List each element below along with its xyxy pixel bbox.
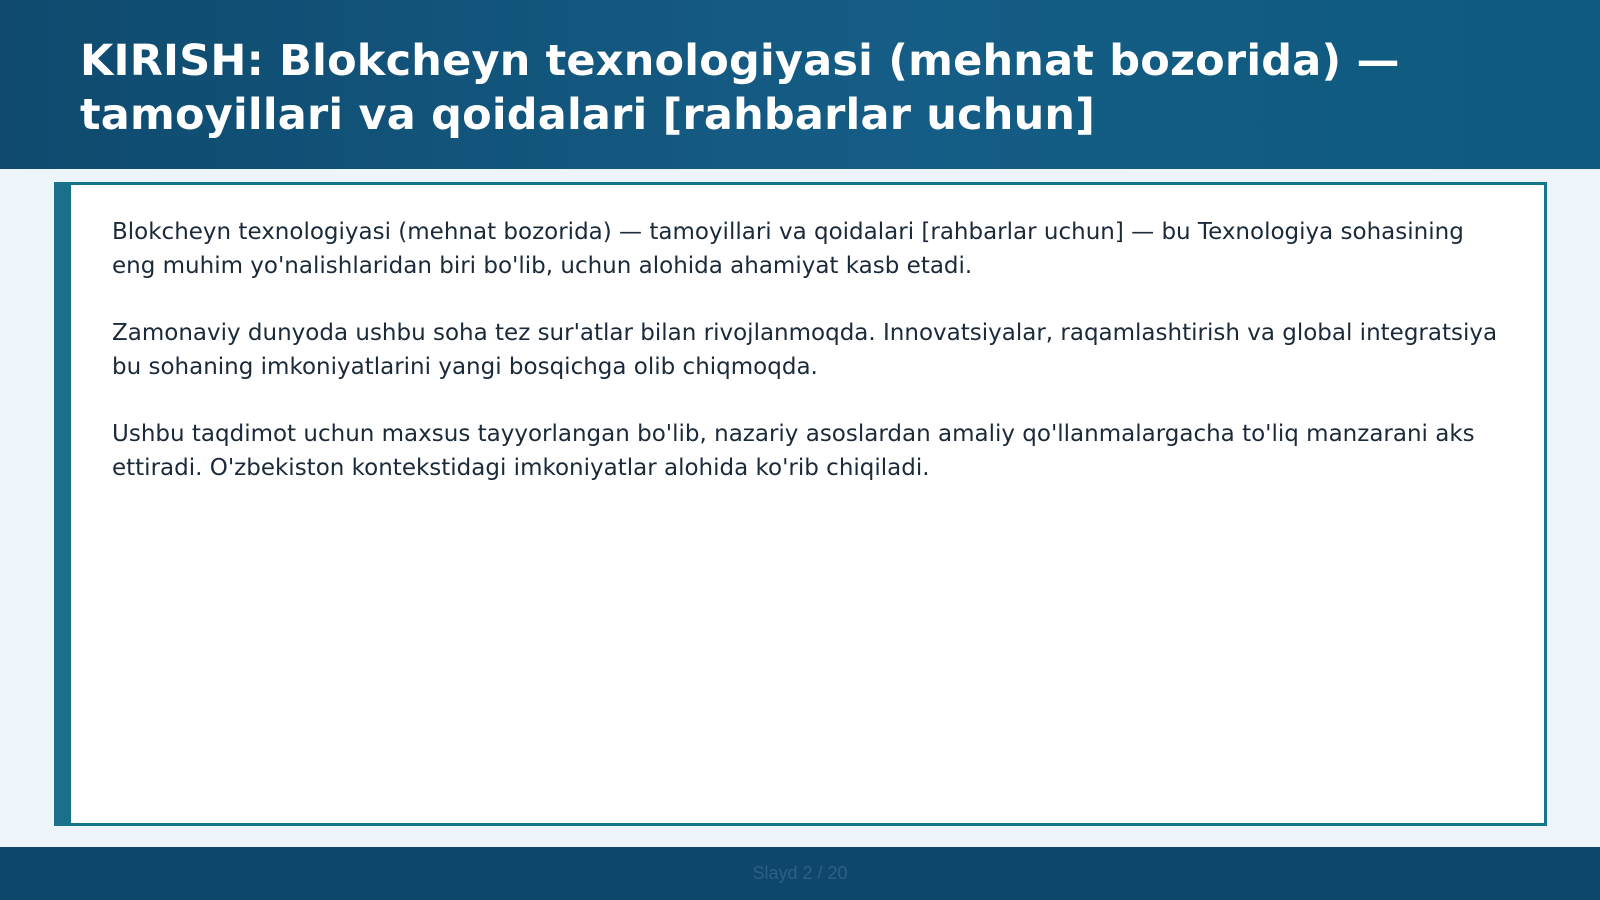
body-text bbox=[112, 215, 1512, 518]
footer-bar bbox=[0, 847, 1600, 900]
page-number: Slayd 2 / 20 bbox=[752, 863, 848, 883]
slide-title: KIRISH: Blokcheyn texnologiyasi (mehnat bozorida) — tamoyillari va qoidalari [rahbarlar uchun] bbox=[80, 36, 1400, 140]
paragraph-presentation: Ushbu taqdimot uchun maxsus tayyorlangan bo'lib, nazariy asoslardan amaliy qo'llanmalargacha to'liq manzarani aks ettiradi. O'zbekiston kontekstidagi imkoniyatlar alohida ko'rib chiqiladi. bbox=[112, 421, 1475, 481]
paragraph-intro: Blokcheyn texnologiyasi (mehnat bozorida) — tamoyillari va qoidalari [rahbarlar uchun] — bu Texnologiya sohasining eng muhim yo'nalishlaridan biri bo'lib, uchun alohida ahamiyat kasb etadi. bbox=[112, 219, 1464, 279]
header-bar bbox=[0, 0, 1600, 169]
paragraph-modern-world: Zamonaviy dunyoda ushbu soha tez sur'atlar bilan rivojlanmoqda. Innovatsiyalar, raqamlashtirish va global integratsiya bu sohaning imkoniyatlarini yangi bosqichga olib chiqmoqda. bbox=[112, 320, 1498, 380]
content-panel bbox=[54, 182, 1547, 826]
